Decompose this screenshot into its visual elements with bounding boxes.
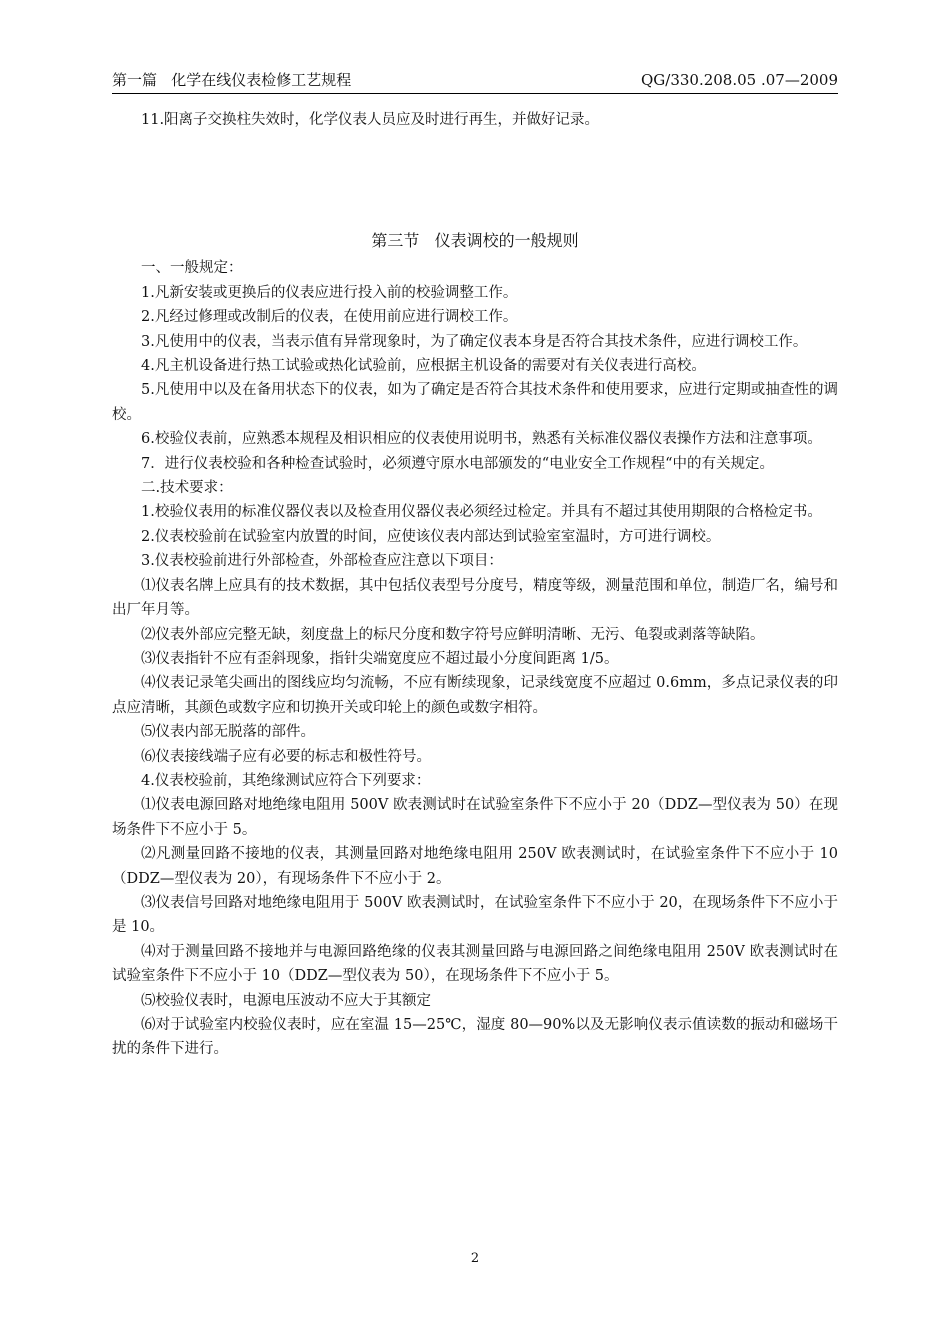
paragraph: 1.凡新安装或更换后的仪表应进行投入前的校验调整工作。 (141, 284, 518, 301)
paragraph: 2.仪表校验前在试验室内放置的时间，应使该仪表内部达到试验室室温时，方可进行调校。 (141, 528, 721, 545)
paragraph: ⑹对于试验室内校验仪表时，应在室温 15—25℃，湿度 80—90%以及无影响仪表示值读数的振动和磁场干扰的条件下进行。 (112, 1017, 838, 1058)
paragraph: ⑷对于测量回路不接地并与电源回路绝缘的仪表其测量回路与电源回路之间绝缘电阻用 250V 欧表测试时在试验室条件下不应小于 10（DDZ—型仪表为 50），在现场条件下不应小于 5。 (112, 943, 838, 985)
paragraph: 5.凡使用中以及在备用状态下的仪表，如为了确定是否符合其技术条件和使用要求，应进行定期或抽查性的调校。 (112, 382, 838, 423)
paragraph: 3.凡使用中的仪表，当表示值有异常现象时，为了确定仪表本身是否符合其技术条件，应进行调校工作。 (141, 333, 808, 350)
section-title: 第三节 仪表调校的一般规则 (371, 231, 579, 251)
page-number: 2 (470, 1251, 480, 1266)
paragraph: 6.校验仪表前，应熟悉本规程及相识相应的仪表使用说明书，熟悉有关标准仪器仪表操作方法和注意事项。 (141, 431, 822, 448)
paragraph: ⑴仪表名牌上应具有的技术数据，其中包括仪表型号分度号，精度等级，测量范围和单位，制造厂名，编号和出厂年月等。 (112, 577, 838, 619)
paragraph: ⑴仪表电源回路对地绝缘电阻用 500V 欧表测试时在试验室条件下不应小于 20（DDZ—型仪表为 50）在现场条件下不应小于 5。 (112, 797, 838, 838)
paragraph: ⑶仪表信号回路对地绝缘电阻用于 500V 欧表测试时，在试验室条件下不应小于 20，在现场条件下不应小于是 10。 (112, 894, 838, 936)
paragraph: ⑹仪表接线端子应有必要的标志和极性符号。 (141, 748, 431, 765)
paragraph: 4.仪表校验前，其绝缘测试应符合下列要求： (141, 772, 431, 789)
paragraph: 7．进行仪表校验和各种检查试验时，必须遵守原水电部颁发的“电业安全工作规程“中的有关规定。 (141, 455, 775, 472)
paragraph: ⑵仪表外部应完整无缺，刻度盘上的标尺分度和数字符号应鲜明清晰、无污、龟裂或剥落等缺陷。 (141, 626, 765, 643)
paragraph: ⑸校验仪表时，电源电压波动不应大于其额定 (141, 992, 431, 1009)
paragraph: 一、一般规定： (141, 260, 243, 277)
paragraph-list (112, 256, 838, 1061)
paragraph: 二.技术要求： (141, 480, 233, 497)
paragraph: ⑷仪表记录笔尖画出的图线应均匀流畅，不应有断续现象，记录线宽度不应超过 0.6mm，多点记录仪表的印点应清晰，其颜色或数字应和切换开关或印轮上的颜色或数字相符。 (112, 675, 838, 716)
document-body (112, 108, 838, 1062)
header-divider (112, 93, 838, 94)
paragraph: ⑶仪表指针不应有歪斜现象，指针尖端宽度应不超过最小分度间距离 1/5。 (141, 650, 619, 667)
paragraph: ⑸仪表内部无脱落的部件。 (141, 724, 315, 741)
header-standard-code: QG/330.208.05 .07—2009 (640, 71, 838, 89)
intro-paragraph: 11.阳离子交换柱失效时，化学仪表人员应及时进行再生，并做好记录。 (141, 112, 600, 128)
paragraph: 4.凡主机设备进行热工试验或热化试验前，应根据主机设备的需要对有关仪表进行高校。 (141, 358, 706, 375)
paragraph: 3.仪表校验前进行外部检查，外部检查应注意以下项目： (141, 553, 503, 570)
section-spacer (112, 132, 838, 228)
paragraph: 1.校验仪表用的标准仪器仪表以及检查用仪器仪表必须经过检定。并具有不超过其使用期限的合格检定书。 (141, 504, 822, 521)
paragraph: ⑵凡测量回路不接地的仪表，其测量回路对地绝缘电阻用 250V 欧表测试时，在试验室条件下不应小于 10（DDZ—型仪表为 20），有现场条件下不应小于 2。 (112, 846, 838, 887)
paragraph: 2.凡经过修理或改制后的仪表，在使用前应进行调校工作。 (141, 309, 518, 326)
running-header (112, 68, 838, 92)
header-chapter-title: 第一篇 化学在线仪表检修工艺规程 (112, 71, 352, 89)
